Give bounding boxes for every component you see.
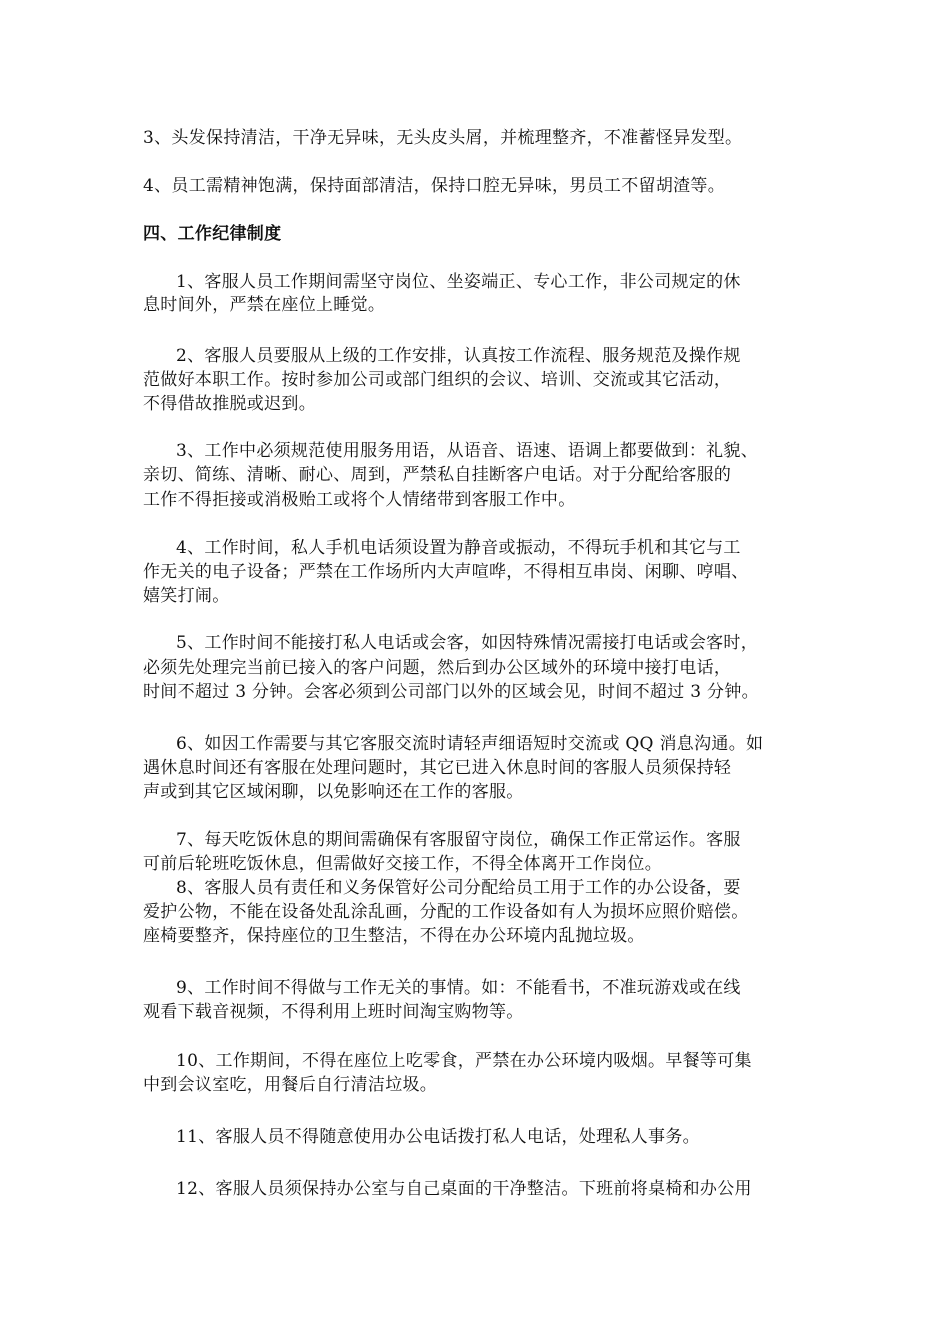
paragraph-line: 息时间外，严禁在座位上睡觉。 (143, 295, 386, 315)
paragraph-line: 2、客服人员要服从上级的工作安排，认真按工作流程、服务规范及操作规 (176, 346, 741, 366)
paragraph-line: 4、工作时间，私人手机电话须设置为静音或振动，不得玩手机和其它与工 (176, 538, 741, 558)
paragraph-line: 范做好本职工作。按时参加公司或部门组织的会议、培训、交流或其它活动， (143, 370, 732, 390)
paragraph-line: 声或到其它区域闲聊，以免影响还在工作的客服。 (143, 782, 524, 802)
paragraph-line: 亲切、简练、清晰、耐心、周到，严禁私自挂断客户电话。对于分配给客服的 (143, 465, 732, 485)
paragraph-line: 工作不得拒接或消极贻工或将个人情绪带到客服工作中。 (143, 490, 576, 510)
paragraph-line: 4、员工需精神饱满，保持面部清洁，保持口腔无异味，男员工不留胡渣等。 (143, 176, 726, 196)
paragraph-line: 爱护公物，不能在设备处乱涂乱画，分配的工作设备如有人为损坏应照价赔偿。 (143, 902, 749, 922)
paragraph-line: 3、工作中必须规范使用服务用语，从语音、语速、语调上都要做到：礼貌、 (176, 441, 759, 461)
paragraph-line: 不得借故推脱或迟到。 (143, 394, 316, 414)
paragraph-line: 作无关的电子设备；严禁在工作场所内大声喧哗，不得相互串岗、闲聊、哼唱、 (143, 562, 749, 582)
paragraph-line: 11、客服人员不得随意使用办公电话拨打私人电话，处理私人事务。 (176, 1127, 700, 1147)
paragraph-line: 12、客服人员须保持办公室与自己桌面的干净整洁。下班前将桌椅和办公用 (176, 1179, 752, 1199)
paragraph-line: 必须先处理完当前已接入的客户问题，然后到办公区域外的环境中接打电话， (143, 658, 732, 678)
paragraph-line: 3、头发保持清洁，干净无异味，无头皮头屑，并梳理整齐，不准蓄怪异发型。 (143, 128, 743, 148)
paragraph-line: 座椅要整齐，保持座位的卫生整洁，不得在办公环境内乱抛垃圾。 (143, 926, 645, 946)
paragraph-line: 中到会议室吃，用餐后自行清洁垃圾。 (143, 1075, 438, 1095)
paragraph-line: 嬉笑打闹。 (143, 586, 230, 606)
paragraph-line: 7、每天吃饭休息的期间需确保有客服留守岗位，确保工作正常运作。客服 (176, 830, 741, 850)
paragraph-line: 时间不超过 3 分钟。会客必须到公司部门以外的区域会见，时间不超过 3 分钟。 (143, 682, 759, 702)
paragraph-line: 1、客服人员工作期间需坚守岗位、坐姿端正、专心工作，非公司规定的休 (176, 272, 741, 292)
paragraph-line: 可前后轮班吃饭休息，但需做好交接工作，不得全体离开工作岗位。 (143, 854, 662, 874)
paragraph-line: 9、工作时间不得做与工作无关的事情。如：不能看书，不准玩游戏或在线 (176, 978, 741, 998)
paragraph-line: 10、工作期间，不得在座位上吃零食，严禁在办公环境内吸烟。早餐等可集 (176, 1051, 752, 1071)
paragraph-line: 8、客服人员有责任和义务保管好公司分配给员工用于工作的办公设备，要 (176, 878, 741, 898)
section-heading: 四、工作纪律制度 (143, 224, 282, 244)
paragraph-line: 5、工作时间不能接打私人电话或会客，如因特殊情况需接打电话或会客时， (176, 633, 759, 653)
paragraph-line: 遇休息时间还有客服在处理问题时，其它已进入休息时间的客服人员须保持轻 (143, 758, 732, 778)
paragraph-line: 观看下载音视频，不得利用上班时间淘宝购物等。 (143, 1002, 524, 1022)
paragraph-line: 6、如因工作需要与其它客服交流时请轻声细语短时交流或 QQ 消息沟通。如 (176, 734, 764, 754)
